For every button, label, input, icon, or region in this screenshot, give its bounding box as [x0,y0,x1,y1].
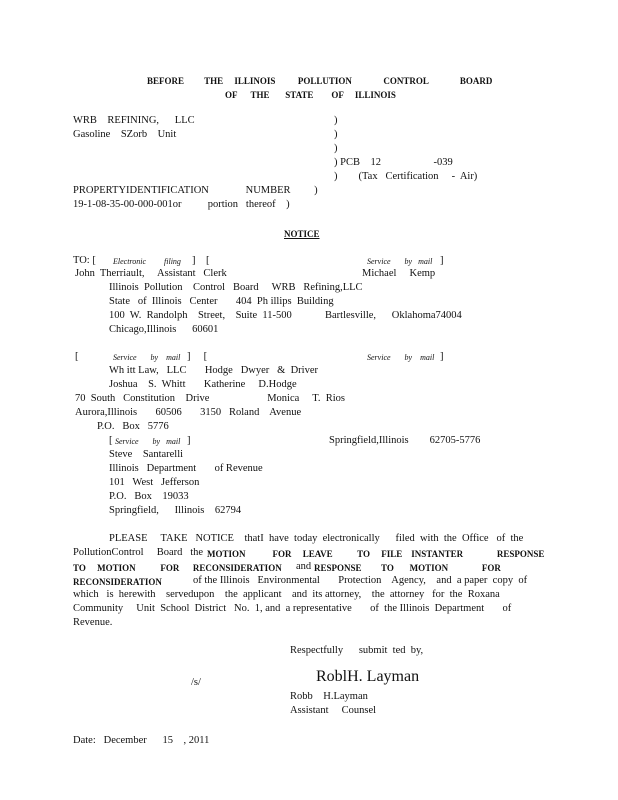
notice-title: NOTICE [284,229,320,239]
recipient-line: Chicago,Illinois 60601 [109,324,219,335]
bracket: ] [187,435,191,446]
recipient-line: John Therriault, Assistant Clerk [75,268,227,279]
body-line: Community Unit School District No. 1, and a representative of the Illinois Department of [73,603,512,614]
recipient-line: Illinois Department of Revenue [109,463,263,474]
respectfully-submitted: Respectfully submit ted by, [290,645,424,656]
signature-name: RoblH. Layman [316,668,420,685]
bracket: ] [ [187,351,208,362]
recipient-line: 101 West Jefferson [109,477,200,488]
bracket: ] [ [192,255,210,266]
bracket: ] [440,255,444,266]
slash-s: /s/ [191,677,201,688]
petitioner-unit: Gasoline SZorb Unit [73,129,177,140]
motion-title: RESPONSE [314,563,362,573]
motion-title: RECONSIDERATION [73,577,162,587]
bracket: [ [75,351,79,362]
recipient-line: P.O. Box 19033 [109,491,189,502]
recipient-line: Michael Kemp [362,268,436,279]
caption-paren: ) [334,129,338,140]
recipient-line: Joshua S. Whitt Katherine D.Hodge [109,379,297,390]
motion-title: TO MOTION FOR RECONSIDERATION [73,563,282,573]
bracket: [ [109,435,113,446]
recipient-line: Steve Santarelli [109,449,184,460]
service-method: Service by mail [367,353,435,362]
body-line: which is herewith servedupon the applicant and its attorney, the attorney for the Roxana [73,589,500,600]
recipient-line: State of Illinois Center 404 Ph illips Building [109,296,334,307]
recipient-line: Wh itt Law, LLC Hodge Dwyer & Driver [109,365,318,376]
service-method: Electronic filing [113,257,181,266]
service-method: Service by mail [367,257,433,266]
body-line: of the Illinois Environmental Protection Agency, and a paper copy of [193,575,528,586]
caption-paren: ) [334,143,338,154]
recipient-line: Bartlesville, Oklahoma74004 [325,310,462,321]
recipient-line: Aurora,Illinois 60506 3150 Roland Avenue [75,407,302,418]
motion-title: MOTION FOR LEAVE TO FILE INSTANTER RESPONSE [207,549,545,559]
recipient-line: P.O. Box 5776 [97,421,169,432]
to-label: TO: [ [73,255,96,266]
case-type: ) (Tax Certification - Air) [334,171,478,182]
body-line: PollutionControl Board the [73,547,204,558]
property-id-label: PROPERTYIDENTIFICATION NUMBER ) [73,185,318,196]
body-line: PLEASE TAKE NOTICE thatI have today electronically filed with the Office of the [109,533,524,544]
property-id-number: 19-1-08-35-00-000-001or portion thereof ) [73,199,290,210]
service-method: Service by mail [113,353,181,362]
recipient-line: Springfield,Illinois 62705-5776 [329,435,481,446]
heading-line2: OF THE STATE OF ILLINOIS [225,90,396,100]
heading-line1: BEFORE THE ILLINOIS POLLUTION CONTROL BOARD [147,76,493,86]
petitioner-name: WRB REFINING, LLC [73,115,195,126]
recipient-line: Illinois Pollution Control Board WRB Refining,LLC [109,282,363,293]
signer-title: Assistant Counsel [290,705,377,716]
typed-name: Robb H.Layman [290,691,368,702]
service-method: Service by mail [115,437,181,446]
recipient-line: 100 W. Randolph Street, Suite 11-500 [109,310,292,321]
recipient-line: Springfield, Illinois 62794 [109,505,242,516]
case-number: ) PCB 12 -039 [334,157,453,168]
bracket: ] [440,351,444,362]
body-line: Revenue. [73,617,113,628]
notice-date: Date: December 15 , 2011 [73,735,210,746]
motion-title: TO MOTION FOR [381,563,501,573]
recipient-line: 70 South Constitution Drive Monica T. Rios [75,393,345,404]
body-line: and [296,561,312,572]
caption-paren: ) [334,115,338,126]
